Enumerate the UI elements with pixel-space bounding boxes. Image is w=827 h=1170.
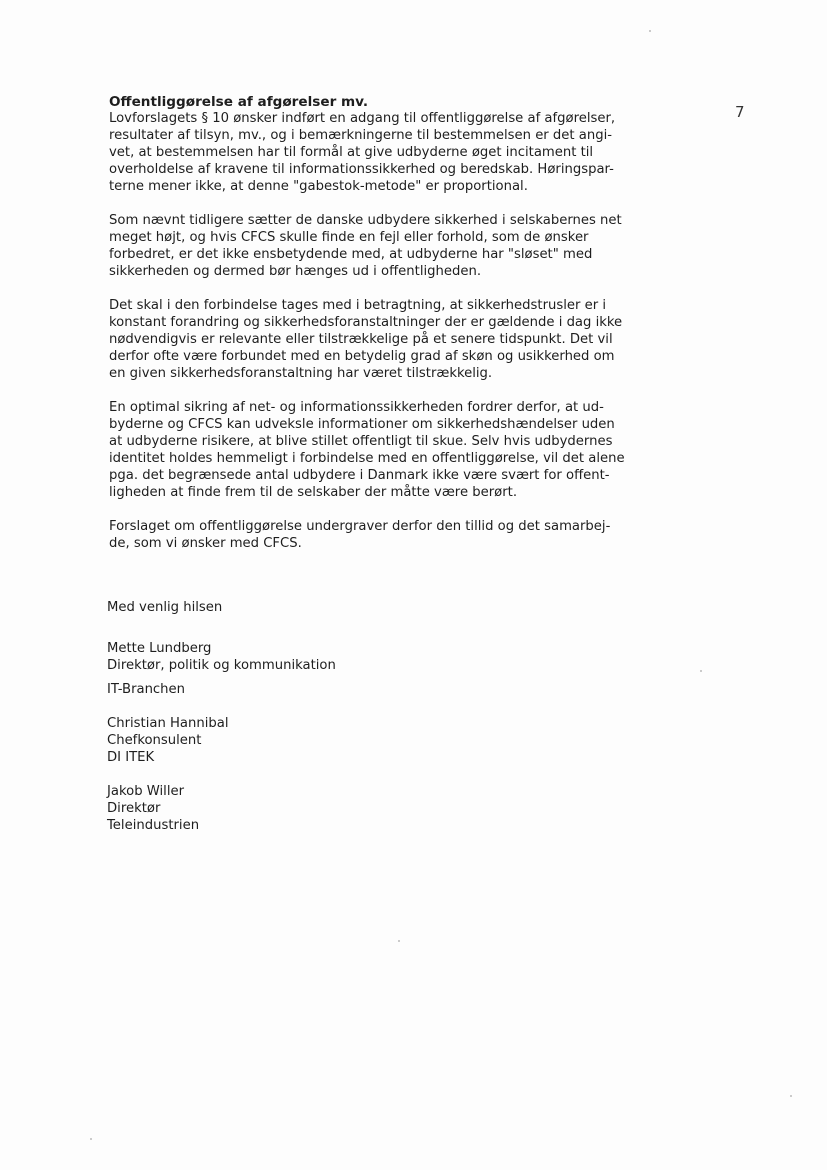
signatory-org: DI ITEK bbox=[107, 750, 155, 765]
paragraph-line: Som nævnt tidligere sætter de danske udbydere sikkerhed i selskabernes net bbox=[109, 213, 622, 228]
closing-salutation bbox=[107, 599, 222, 616]
signatory-3 bbox=[107, 783, 199, 834]
paragraph-line: pga. det begrænsede antal udbydere i Danmark ikke være svært for offent- bbox=[109, 468, 610, 483]
paragraph-line: at udbyderne risikere, at blive stillet offentligt til skue. Selv hvis udbydernes bbox=[109, 434, 613, 449]
paragraph-line: forbedret, er det ikke ensbetydende med, at udbyderne har "sløset" med bbox=[109, 247, 593, 262]
signatory-name: Mette Lundberg bbox=[107, 641, 212, 656]
letter-body bbox=[109, 95, 669, 552]
paragraph-line: Det skal i den forbindelse tages med i betragtning, at sikkerhedstrusler er i bbox=[109, 298, 606, 313]
signatory-org: IT-Branchen bbox=[107, 682, 186, 697]
paragraph-line: sikkerheden og dermed bør hænges ud i offentligheden. bbox=[109, 264, 482, 279]
paragraph-line: derfor ofte være forbundet med en betydelig grad af skøn og usikkerhed om bbox=[109, 349, 615, 364]
signatory-name: Christian Hannibal bbox=[107, 716, 229, 731]
signatory-title: Chefkonsulent bbox=[107, 733, 202, 748]
scan-speck bbox=[649, 30, 651, 32]
signatory-title: Direktør, politik og kommunikation bbox=[107, 658, 336, 673]
signatory-title: Direktør bbox=[107, 801, 161, 816]
scan-speck bbox=[790, 1095, 792, 1097]
paragraph-3 bbox=[109, 297, 669, 382]
signatory-1 bbox=[107, 640, 336, 698]
paragraph-line: overholdelse af kravene til informationssikkerhed og beredskab. Høringspar- bbox=[109, 162, 614, 177]
page-number: 7 bbox=[735, 103, 745, 121]
paragraph-line: de, som vi ønsker med CFCS. bbox=[109, 536, 302, 551]
paragraph-line: En optimal sikring af net- og informationssikkerheden fordrer derfor, at ud- bbox=[109, 400, 604, 415]
paragraph-line: konstant forandring og sikkerhedsforanstaltninger der er gældende i dag ikke bbox=[109, 315, 623, 330]
paragraph-2 bbox=[109, 212, 669, 280]
paragraph-line: Lovforslagets § 10 ønsker indført en adgang til offentliggørelse af afgørelser, bbox=[109, 111, 616, 126]
paragraph-line: nødvendigvis er relevante eller tilstrækkelige på et senere tidspunkt. Det vil bbox=[109, 332, 613, 347]
paragraph-line: identitet holdes hemmeligt i forbindelse med en offentliggørelse, vil det alene bbox=[109, 451, 625, 466]
section-heading: Offentliggørelse af afgørelser mv. bbox=[109, 94, 369, 110]
paragraph-line: vet, at bestemmelsen har til formål at give udbyderne øget incitament til bbox=[109, 145, 594, 160]
paragraph-5 bbox=[109, 518, 669, 552]
paragraph-line: resultater af tilsyn, mv., og i bemærkningerne til bestemmelsen er det angi- bbox=[109, 128, 613, 143]
paragraph-line: terne mener ikke, at denne "gabestok-metode" er proportional. bbox=[109, 179, 528, 194]
scan-speck bbox=[90, 1138, 92, 1140]
paragraph-line: Forslaget om offentliggørelse undergraver derfor den tillid og det samarbej- bbox=[109, 519, 611, 534]
closing-text: Med venlig hilsen bbox=[107, 600, 223, 615]
paragraph-line: byderne og CFCS kan udveksle informationer om sikkerhedshændelser uden bbox=[109, 417, 615, 432]
signatory-org: Teleindustrien bbox=[107, 818, 200, 833]
paragraph-line: ligheden at finde frem til de selskaber der måtte være berørt. bbox=[109, 485, 518, 500]
scan-speck bbox=[700, 670, 702, 672]
scan-speck bbox=[398, 940, 400, 942]
paragraph-line: meget højt, og hvis CFCS skulle finde en fejl eller forhold, som de ønsker bbox=[109, 230, 589, 245]
signatory-2 bbox=[107, 715, 228, 766]
paragraph-4 bbox=[109, 399, 669, 501]
paragraph-line: en given sikkerhedsforanstaltning har været tilstrækkelig. bbox=[109, 366, 493, 381]
signatory-name: Jakob Willer bbox=[107, 784, 185, 799]
paragraph-1 bbox=[109, 110, 669, 195]
